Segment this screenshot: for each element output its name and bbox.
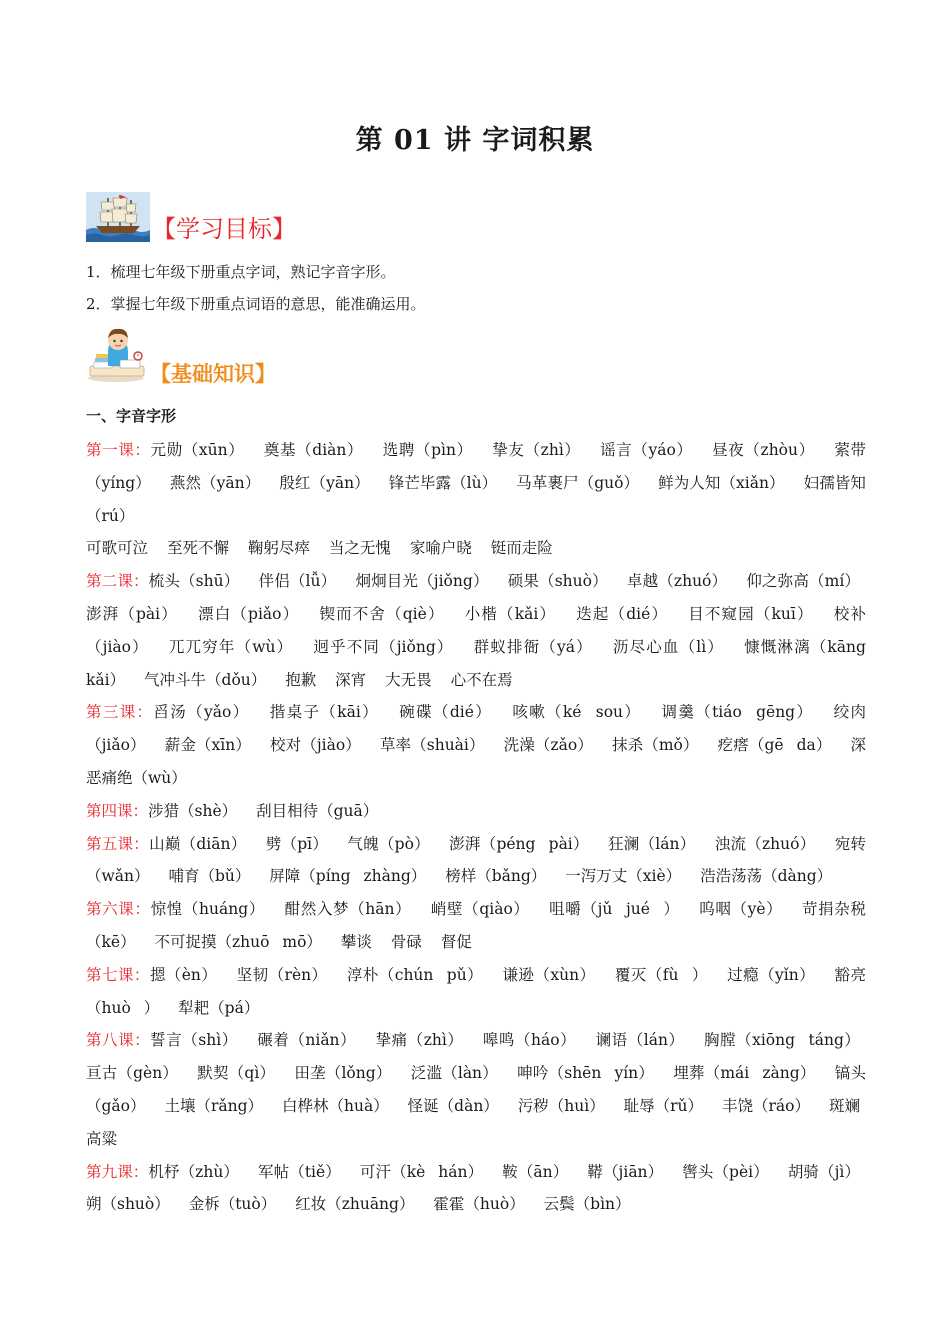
section-subheading: 一、字音字形: [86, 407, 177, 425]
word-item: 绞肉（jiǎo）: [86, 703, 866, 755]
lesson-label: 第五课：: [86, 834, 150, 853]
word-item: 伴侣（lǚ）: [258, 572, 337, 591]
word-item: 云鬓（bìn）: [543, 1195, 631, 1214]
word-item: 摁（èn）: [149, 965, 218, 984]
word-item: 山巅（diān）: [149, 834, 247, 853]
word-item: 抱歉: [285, 670, 317, 689]
word-item: 浩浩荡荡（dàng）: [700, 867, 833, 886]
word-item: 一泻万丈（xiè）: [565, 867, 682, 886]
word-item: 攀谈: [340, 932, 372, 951]
word-item: 谰语（lán）: [595, 1031, 685, 1050]
word-item: 心不在焉: [450, 670, 513, 689]
word-item: 锋芒毕露（lù）: [388, 473, 498, 492]
word-item: 昼夜（zhòu）: [712, 441, 815, 459]
lesson-label: 第六课：: [86, 900, 151, 919]
word-item: 怪诞（dàn）: [407, 1096, 499, 1115]
word-item: 至死不懈: [166, 539, 229, 558]
word-item: 气魄（pò）: [347, 834, 430, 853]
word-item: 镐头（gǎo）: [86, 1064, 866, 1115]
word-item: 骨碌: [390, 932, 422, 951]
lesson-9: [86, 1156, 866, 1222]
word-item: 校补（jiào）: [86, 604, 866, 656]
word-item: 家喻户晓: [409, 539, 472, 558]
word-item: 鞍（ān）: [502, 1162, 569, 1181]
word-item: 深恶痛绝（wù）: [86, 736, 867, 787]
word-item: 碗碟（dié）: [399, 703, 493, 722]
word-item: 酣然入梦（hān）: [284, 900, 412, 919]
lesson-label: 第九课：: [86, 1162, 149, 1181]
word-item: 鲜为人知（xiǎn）: [658, 473, 785, 492]
word-item: 咳嗽（ké sou）: [512, 703, 642, 722]
word-item: 仰之弥高（mí）: [746, 572, 861, 591]
word-item: 胡骑（jì）: [787, 1162, 860, 1181]
word-item: 机杼（zhù）: [148, 1162, 239, 1181]
lesson-label: 第二课：: [86, 572, 149, 591]
goal-item-1: 1．梳理七年级下册重点字词，熟记字音字形。: [86, 263, 396, 281]
word-item: 督促: [440, 932, 472, 951]
word-item: 嗥鸣（háo）: [482, 1031, 577, 1050]
goals-heading-text: 【学习目标】: [152, 215, 296, 243]
word-item: 苛捐杂税（kē）: [86, 900, 866, 951]
word-item: 土壤（rǎng）: [164, 1096, 264, 1115]
lesson-1-extra: [86, 532, 866, 565]
word-item: 哺育（bǔ）: [168, 867, 251, 886]
lesson-7: [86, 959, 866, 1025]
word-item: 鞯（jiān）: [587, 1162, 664, 1181]
word-item: 目不窥园（kuī）: [688, 604, 814, 623]
word-item: 挚友（zhì）: [492, 441, 581, 459]
word-item: 涉猎（shè）: [148, 801, 238, 820]
word-item: 碾着（niǎn）: [257, 1031, 357, 1050]
lesson-label: 第八课：: [86, 1031, 151, 1050]
word-item: 挚痛（zhì）: [375, 1031, 464, 1050]
lesson-list: [86, 434, 866, 1221]
word-item: 田垄（lǒng）: [294, 1064, 392, 1083]
word-item: 军帖（tiě）: [258, 1162, 341, 1181]
word-item: 白桦林（huà）: [281, 1096, 389, 1115]
lesson-8: [86, 1024, 866, 1155]
student-reading-icon: [86, 326, 148, 384]
word-item: 屏障（píng zhàng）: [269, 867, 427, 886]
word-item: 丰饶（ráo）: [722, 1096, 811, 1115]
word-item: 豁亮（huò ）: [86, 965, 866, 1017]
lesson-label: 第三课：: [86, 703, 154, 722]
word-item: 漂白（piǎo）: [198, 604, 300, 623]
word-item: 泛滥（làn）: [410, 1064, 498, 1083]
word-item: 坚韧（rèn）: [236, 965, 328, 984]
word-item: 澎湃（péng pài）: [449, 834, 589, 853]
lesson-label: 第四课：: [86, 801, 149, 820]
word-item: 燕然（yān）: [169, 473, 261, 492]
word-item: 过瘾（yǐn）: [727, 965, 816, 984]
lesson-1: [86, 434, 866, 532]
word-item: 选聘（pìn）: [382, 441, 473, 459]
word-item: 宛转（wǎn）: [86, 834, 866, 886]
word-item: 覆灭（fù ）: [614, 965, 708, 984]
word-item: 犁耙（pá）: [178, 998, 260, 1017]
word-item: 呻吟（shēn yín）: [517, 1064, 655, 1083]
word-item: 霍霍（huò）: [433, 1195, 525, 1214]
word-item: 淳朴（chún pǔ）: [346, 965, 484, 984]
word-item: 炯炯目光（jiǒng）: [355, 572, 489, 591]
word-item: 澎湃（pài）: [86, 604, 178, 623]
word-item: 当之无愧: [328, 539, 391, 558]
lesson-label: 第七课：: [86, 965, 150, 984]
word-item: 迭起（dié）: [576, 604, 669, 623]
word-item: 舀汤（yǎo）: [153, 703, 250, 722]
word-item: 斑斓: [828, 1096, 860, 1115]
word-item: 薪金（xīn）: [164, 736, 251, 755]
lesson-5: [86, 828, 866, 894]
word-item: 浊流（zhuó）: [714, 834, 816, 853]
word-item: 慷慨淋漓（kāng kǎi）: [86, 637, 866, 689]
word-item: 萦带（yíng）: [86, 441, 866, 492]
page-title: 第 01 讲 字词积累: [355, 125, 595, 156]
word-item: 迥乎不同（jiǒng）: [313, 637, 454, 656]
word-item: 洗澡（zǎo）: [503, 736, 593, 755]
word-item: 谣言（yáo）: [600, 441, 693, 459]
word-item: 惊惶（huáng）: [150, 900, 265, 919]
word-item: 高粱: [86, 1129, 118, 1148]
word-item: 亘古（gèn）: [86, 1064, 179, 1083]
word-item: 铤而走险: [490, 539, 553, 558]
word-item: 红妆（zhuāng）: [295, 1195, 415, 1214]
word-item: 默契（qì）: [197, 1064, 276, 1083]
basics-heading: [86, 326, 276, 384]
word-item: 抹杀（mǒ）: [612, 736, 699, 755]
word-item: 校对（jiào）: [270, 736, 361, 755]
sailing-ship-icon: [86, 192, 150, 242]
lesson-3: [86, 696, 866, 794]
lesson-label: 第一课：: [86, 441, 151, 459]
word-item: 谦逊（xùn）: [502, 965, 596, 984]
word-item: 沥尽心血（lì）: [612, 637, 724, 656]
word-item: 胸膛（xiōng táng）: [703, 1031, 860, 1050]
word-item: 兀兀穷年（wù）: [168, 637, 294, 656]
word-item: 峭壁（qiào）: [430, 900, 530, 919]
word-item: 可汗（kè hán）: [359, 1162, 484, 1181]
word-item: 小楷（kǎi）: [464, 604, 557, 623]
word-item: 狂澜（lán）: [608, 834, 696, 853]
word-item: 大无畏: [385, 670, 432, 689]
lesson-6: [86, 893, 866, 959]
word-item: 榜样（bǎng）: [445, 867, 547, 886]
lesson-2: [86, 565, 866, 696]
word-item: 埋葬（mái zàng）: [673, 1064, 816, 1083]
word-item: 殷红（yān）: [279, 473, 370, 492]
word-item: 污秽（huì）: [517, 1096, 605, 1115]
word-item: 奠基（diàn）: [263, 441, 364, 459]
word-item: 元勋（xūn）: [150, 441, 245, 459]
word-item: 深宵: [335, 670, 367, 689]
word-item: 誓言（shì）: [150, 1031, 238, 1050]
word-item: 妇孺皆知（rú）: [86, 473, 866, 525]
word-item: 气冲斗牛（dǒu）: [144, 670, 267, 689]
word-item: 揩桌子（kāi）: [269, 703, 379, 722]
word-item: 群蚁排衙（yá）: [473, 637, 593, 656]
word-item: 马革裹尸（guǒ）: [516, 473, 640, 492]
basics-heading-text: 【基础知识】: [150, 361, 276, 386]
word-item: 耻辱（rǔ）: [623, 1096, 704, 1115]
word-item: 卓越（zhuó）: [626, 572, 728, 591]
word-item: 辔头（pèi）: [682, 1162, 769, 1181]
word-item: 锲而不舍（qiè）: [319, 604, 445, 623]
word-item: 劈（pī）: [265, 834, 329, 853]
goal-item-2: 2．掌握七年级下册重点词语的意思，能准确运用。: [86, 295, 426, 313]
word-item: 刮目相待（guā）: [256, 801, 379, 820]
word-item: 梳头（shū）: [148, 572, 240, 591]
word-item: 硕果（shuò）: [507, 572, 608, 591]
word-item: 草率（shuài）: [379, 736, 485, 755]
goals-heading: [86, 192, 296, 242]
word-item: 金柝（tuò）: [188, 1195, 277, 1214]
word-item: 呜咽（yè）: [699, 900, 783, 919]
word-item: 疙瘩（gē da）: [717, 736, 832, 755]
lesson-4: [86, 795, 866, 828]
word-item: 可歌可泣: [86, 539, 149, 558]
word-item: 咀嚼（jǔ jué ）: [549, 900, 680, 919]
word-item: 调羹（tiáo gēng）: [661, 703, 814, 722]
word-item: 鞠躬尽瘁: [247, 539, 310, 558]
word-item: 不可捉摸（zhuō mō）: [154, 932, 322, 951]
word-item: 朔（shuò）: [86, 1195, 170, 1214]
